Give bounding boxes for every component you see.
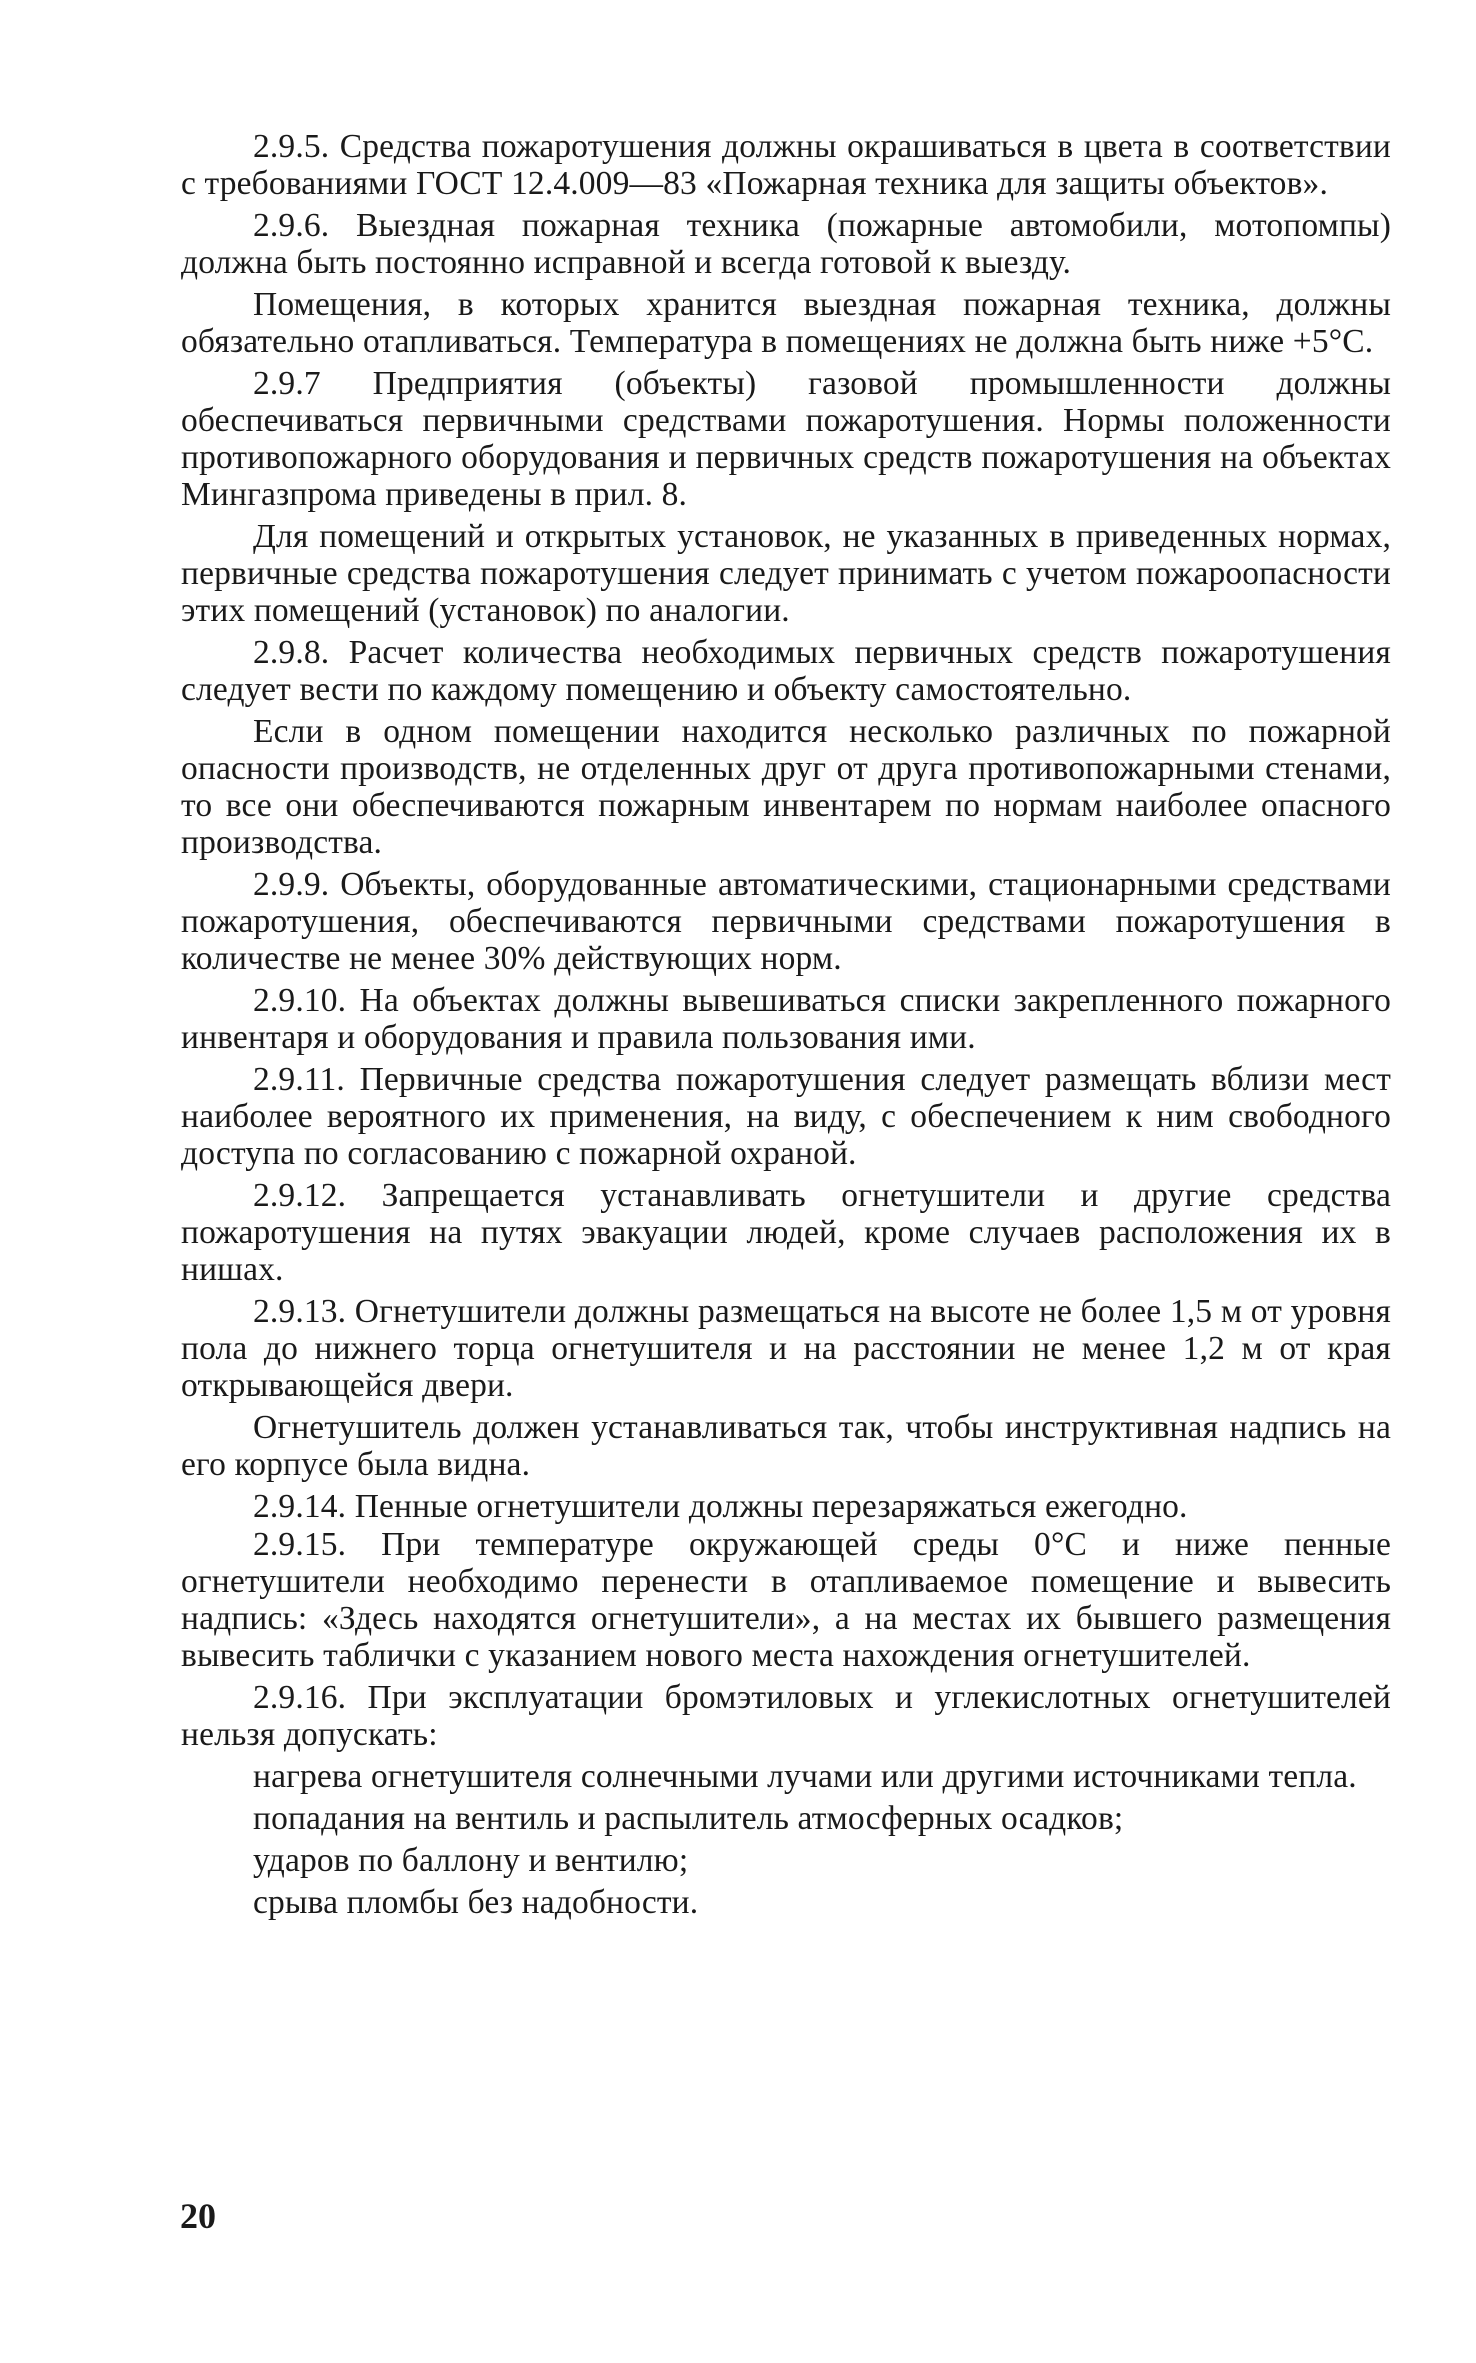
- paragraph-2-9-11: 2.9.11. Первичные средства пожаротушения следует размещать вблизи мест наиболее вероятного их применения, на виду, с обеспечением к ним свободного доступа по согласованию с пожарной охраной.: [181, 1061, 1391, 1172]
- list-item-impacts: ударов по баллону и вентилю;: [253, 1842, 689, 1879]
- paragraph-heated-rooms: Помещения, в которых хранится выездная пожарная техника, должны обязательно отапливаться. Температура в помещениях не должна быть ниже +5°С.: [181, 286, 1391, 360]
- paragraph-by-analogy: Для помещений и открытых установок, не указанных в приведенных нормах, первичные средства пожаротушения следует принимать с учетом пожароопасности этих помещений (установок) по аналогии.: [181, 518, 1391, 629]
- paragraph-instruction-label: Огнетушитель должен устанавливаться так, чтобы инструктивная надпись на его корпусе была видна.: [181, 1409, 1391, 1483]
- paragraph-2-9-14: 2.9.14. Пенные огнетушители должны перезаряжаться ежегодно.: [253, 1488, 1188, 1525]
- paragraph-2-9-6: 2.9.6. Выездная пожарная техника (пожарные автомобили, мотопомпы) должна быть постоянно исправной и всегда готовой к выезду.: [181, 207, 1391, 281]
- page-number: 20: [180, 2196, 216, 2236]
- paragraph-multiple-productions: Если в одном помещении находится несколько различных по пожарной опасности производств, не отделенных друг от друга противопожарными стенами, то все они обеспечиваются пожарным инвентарем по нормам наиболее опасного производства.: [181, 713, 1391, 861]
- paragraph-2-9-7: 2.9.7 Предприятия (объекты) газовой промышленности должны обеспечиваться первичными средствами пожаротушения. Нормы положенности противопожарного оборудования и первичных средств пожаротушения на объектах Мингазпрома приведены в прил. 8.: [181, 365, 1391, 513]
- paragraph-2-9-8: 2.9.8. Расчет количества необходимых первичных средств пожаротушения следует вести по каждому помещению и объекту самостоятельно.: [181, 634, 1391, 708]
- paragraph-2-9-16: 2.9.16. При эксплуатации бромэтиловых и углекислотных огнетушителей нельзя допускать:: [181, 1679, 1391, 1753]
- paragraph-2-9-10: 2.9.10. На объектах должны вывешиваться списки закрепленного пожарного инвентаря и оборудования и правила пользования ими.: [181, 982, 1391, 1056]
- list-item-heating: нагрева огнетушителя солнечными лучами или другими источниками тепла.: [253, 1758, 1357, 1795]
- paragraph-2-9-5: 2.9.5. Средства пожаротушения должны окрашиваться в цвета в соответствии с требованиями ГОСТ 12.4.009—83 «Пожарная техника для защиты объектов».: [181, 128, 1391, 202]
- paragraph-2-9-15: 2.9.15. При температуре окружающей среды 0°С и ниже пенные огнетушители необходимо перенести в отапливаемое помещение и вывесить надпись: «Здесь находятся огнетушители», а на местах их бывшего размещения вывесить таблички с указанием нового места нахождения огнетушителей.: [181, 1526, 1391, 1674]
- list-item-precipitation: попадания на вентиль и распылитель атмосферных осадков;: [253, 1800, 1124, 1837]
- paragraph-2-9-9: 2.9.9. Объекты, оборудованные автоматическими, стационарными средствами пожаротушения, обеспечиваются первичными средствами пожаротушения в количестве не менее 30% действующих норм.: [181, 866, 1391, 977]
- list-item-seal: срыва пломбы без надобности.: [253, 1884, 699, 1921]
- paragraph-2-9-13: 2.9.13. Огнетушители должны размещаться на высоте не более 1,5 м от уровня пола до нижнего торца огнетушителя и на расстоянии не менее 1,2 м от края открывающейся двери.: [181, 1293, 1391, 1404]
- paragraph-2-9-12: 2.9.12. Запрещается устанавливать огнетушители и другие средства пожаротушения на путях эвакуации людей, кроме случаев расположения их в нишах.: [181, 1177, 1391, 1288]
- text-body: [181, 128, 1391, 1926]
